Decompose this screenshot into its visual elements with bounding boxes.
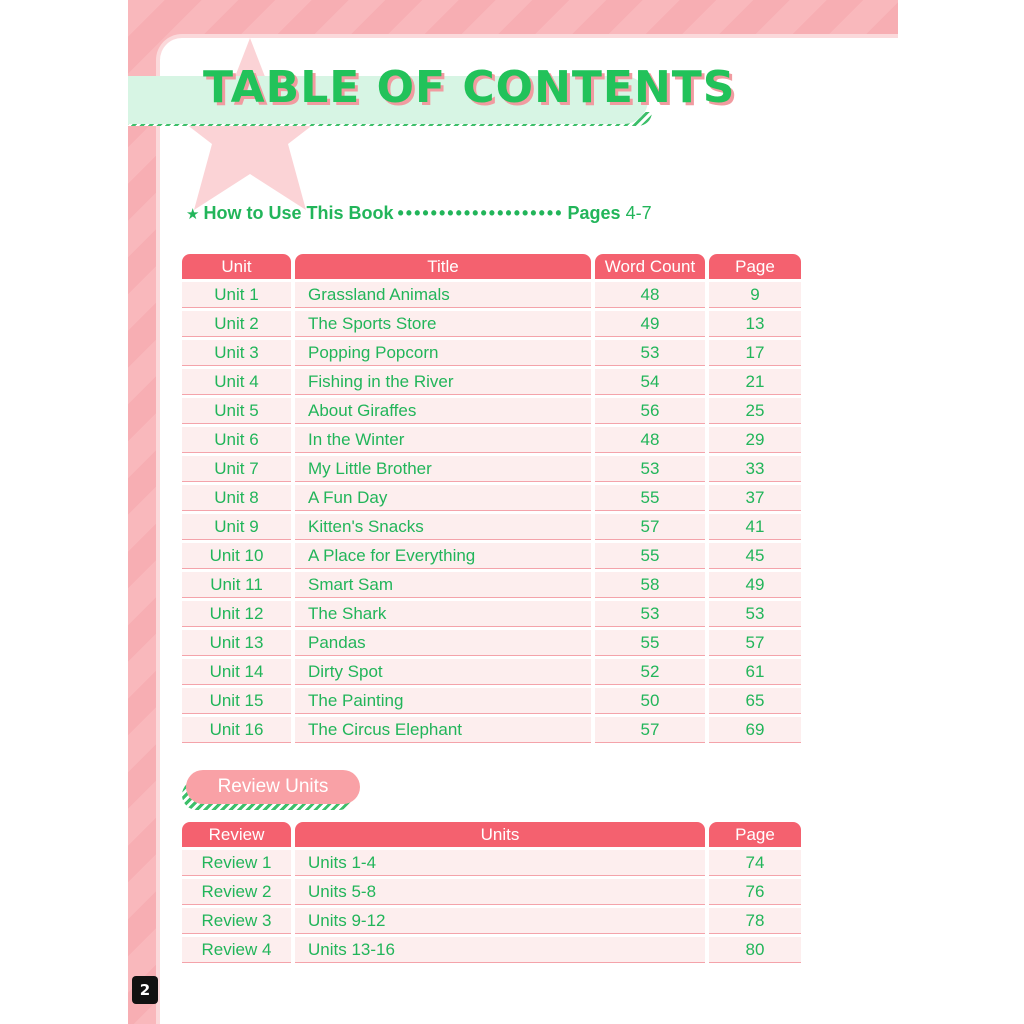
word-count-cell: 54 [595,369,705,395]
page-cell: 57 [709,630,801,656]
page-cell: 17 [709,340,801,366]
word-count-cell: 50 [595,688,705,714]
header-page: Page [709,254,801,279]
page-cell: 80 [709,937,801,963]
title-cell: Fishing in the River [295,369,591,395]
units-cell: Units 9-12 [295,908,705,934]
word-count-cell: 55 [595,543,705,569]
header-review-page: Page [709,822,801,847]
title-cell: A Place for Everything [295,543,591,569]
star-decoration-icon [150,28,350,228]
unit-cell: Unit 1 [182,282,291,308]
pages-range: 4-7 [625,203,652,223]
unit-cell: Unit 6 [182,427,291,453]
unit-cell: Unit 14 [182,659,291,685]
review-cell: Review 2 [182,879,291,905]
header-review: Review [182,822,291,847]
table-row[interactable] [182,908,801,934]
page-cell: 69 [709,717,801,743]
word-count-cell: 58 [595,572,705,598]
table-row[interactable] [182,311,801,337]
how-to-use-line[interactable] [186,203,652,224]
units-cell: Units 5-8 [295,879,705,905]
title-cell: Kitten's Snacks [295,514,591,540]
page-cell: 65 [709,688,801,714]
table-row[interactable] [182,850,801,876]
unit-cell: Unit 5 [182,398,291,424]
word-count-cell: 53 [595,601,705,627]
table-row[interactable] [182,937,801,963]
unit-cell: Unit 3 [182,340,291,366]
table-row[interactable] [182,456,801,482]
header-word-count: Word Count [595,254,705,279]
word-count-cell: 57 [595,717,705,743]
title-cell: Grassland Animals [295,282,591,308]
title-cell: Popping Popcorn [295,340,591,366]
table-row[interactable] [182,485,801,511]
star-icon: ★ [186,206,200,223]
page-cell: 41 [709,514,801,540]
units-cell: Units 13-16 [295,937,705,963]
title-cell: The Shark [295,601,591,627]
unit-cell: Unit 2 [182,311,291,337]
word-count-cell: 53 [595,340,705,366]
page-cell: 45 [709,543,801,569]
page-cell: 29 [709,427,801,453]
title-cell: A Fun Day [295,485,591,511]
page-cell: 33 [709,456,801,482]
leader-dots: •••••••••••••••••••• [397,203,564,223]
table-row[interactable] [182,688,801,714]
table-row[interactable] [182,340,801,366]
table-row[interactable] [182,369,801,395]
title-cell: In the Winter [295,427,591,453]
unit-cell: Unit 9 [182,514,291,540]
page-cell: 21 [709,369,801,395]
word-count-cell: 56 [595,398,705,424]
how-to-use-title: How to Use This Book [203,203,394,223]
title-cell: About Giraffes [295,398,591,424]
page-cell: 13 [709,311,801,337]
header-unit: Unit [182,254,291,279]
unit-cell: Unit 15 [182,688,291,714]
title-cell: My Little Brother [295,456,591,482]
unit-cell: Unit 12 [182,601,291,627]
review-cell: Review 1 [182,850,291,876]
page-cell: 9 [709,282,801,308]
title-cell: The Painting [295,688,591,714]
header-units: Units [295,822,705,847]
review-units-label: Review Units [217,776,329,797]
table-row[interactable] [182,601,801,627]
word-count-cell: 52 [595,659,705,685]
review-table [178,819,805,966]
table-row[interactable] [182,398,801,424]
table-row[interactable] [182,282,801,308]
page-cell: 37 [709,485,801,511]
title-cell: The Sports Store [295,311,591,337]
table-row[interactable] [182,659,801,685]
unit-cell: Unit 16 [182,717,291,743]
word-count-cell: 48 [595,282,705,308]
page-cell: 25 [709,398,801,424]
table-row[interactable] [182,543,801,569]
word-count-cell: 53 [595,456,705,482]
page-cell: 61 [709,659,801,685]
title-cell: Dirty Spot [295,659,591,685]
page-cell: 78 [709,908,801,934]
review-cell: Review 4 [182,937,291,963]
word-count-cell: 49 [595,311,705,337]
table-row[interactable] [182,427,801,453]
header-title: Title [295,254,591,279]
table-row[interactable] [182,514,801,540]
review-cell: Review 3 [182,908,291,934]
title-cell: Smart Sam [295,572,591,598]
page-cell: 49 [709,572,801,598]
title-cell: The Circus Elephant [295,717,591,743]
page-cell: 74 [709,850,801,876]
word-count-cell: 48 [595,427,705,453]
table-row[interactable] [182,879,801,905]
units-table [178,251,805,746]
units-cell: Units 1-4 [295,850,705,876]
table-row[interactable] [182,572,801,598]
unit-cell: Unit 10 [182,543,291,569]
unit-cell: Unit 8 [182,485,291,511]
page-cell: 53 [709,601,801,627]
title-cell: Pandas [295,630,591,656]
unit-cell: Unit 7 [182,456,291,482]
unit-cell: Unit 4 [182,369,291,395]
pages-label: Pages [567,203,621,223]
word-count-cell: 57 [595,514,705,540]
page-cell: 76 [709,879,801,905]
table-row[interactable] [182,717,801,743]
page-number: 2 [132,976,158,1004]
unit-cell: Unit 13 [182,630,291,656]
page-title: TABLE OF CONTENTS [203,62,736,113]
unit-cell: Unit 11 [182,572,291,598]
word-count-cell: 55 [595,485,705,511]
table-row[interactable] [182,630,801,656]
word-count-cell: 55 [595,630,705,656]
